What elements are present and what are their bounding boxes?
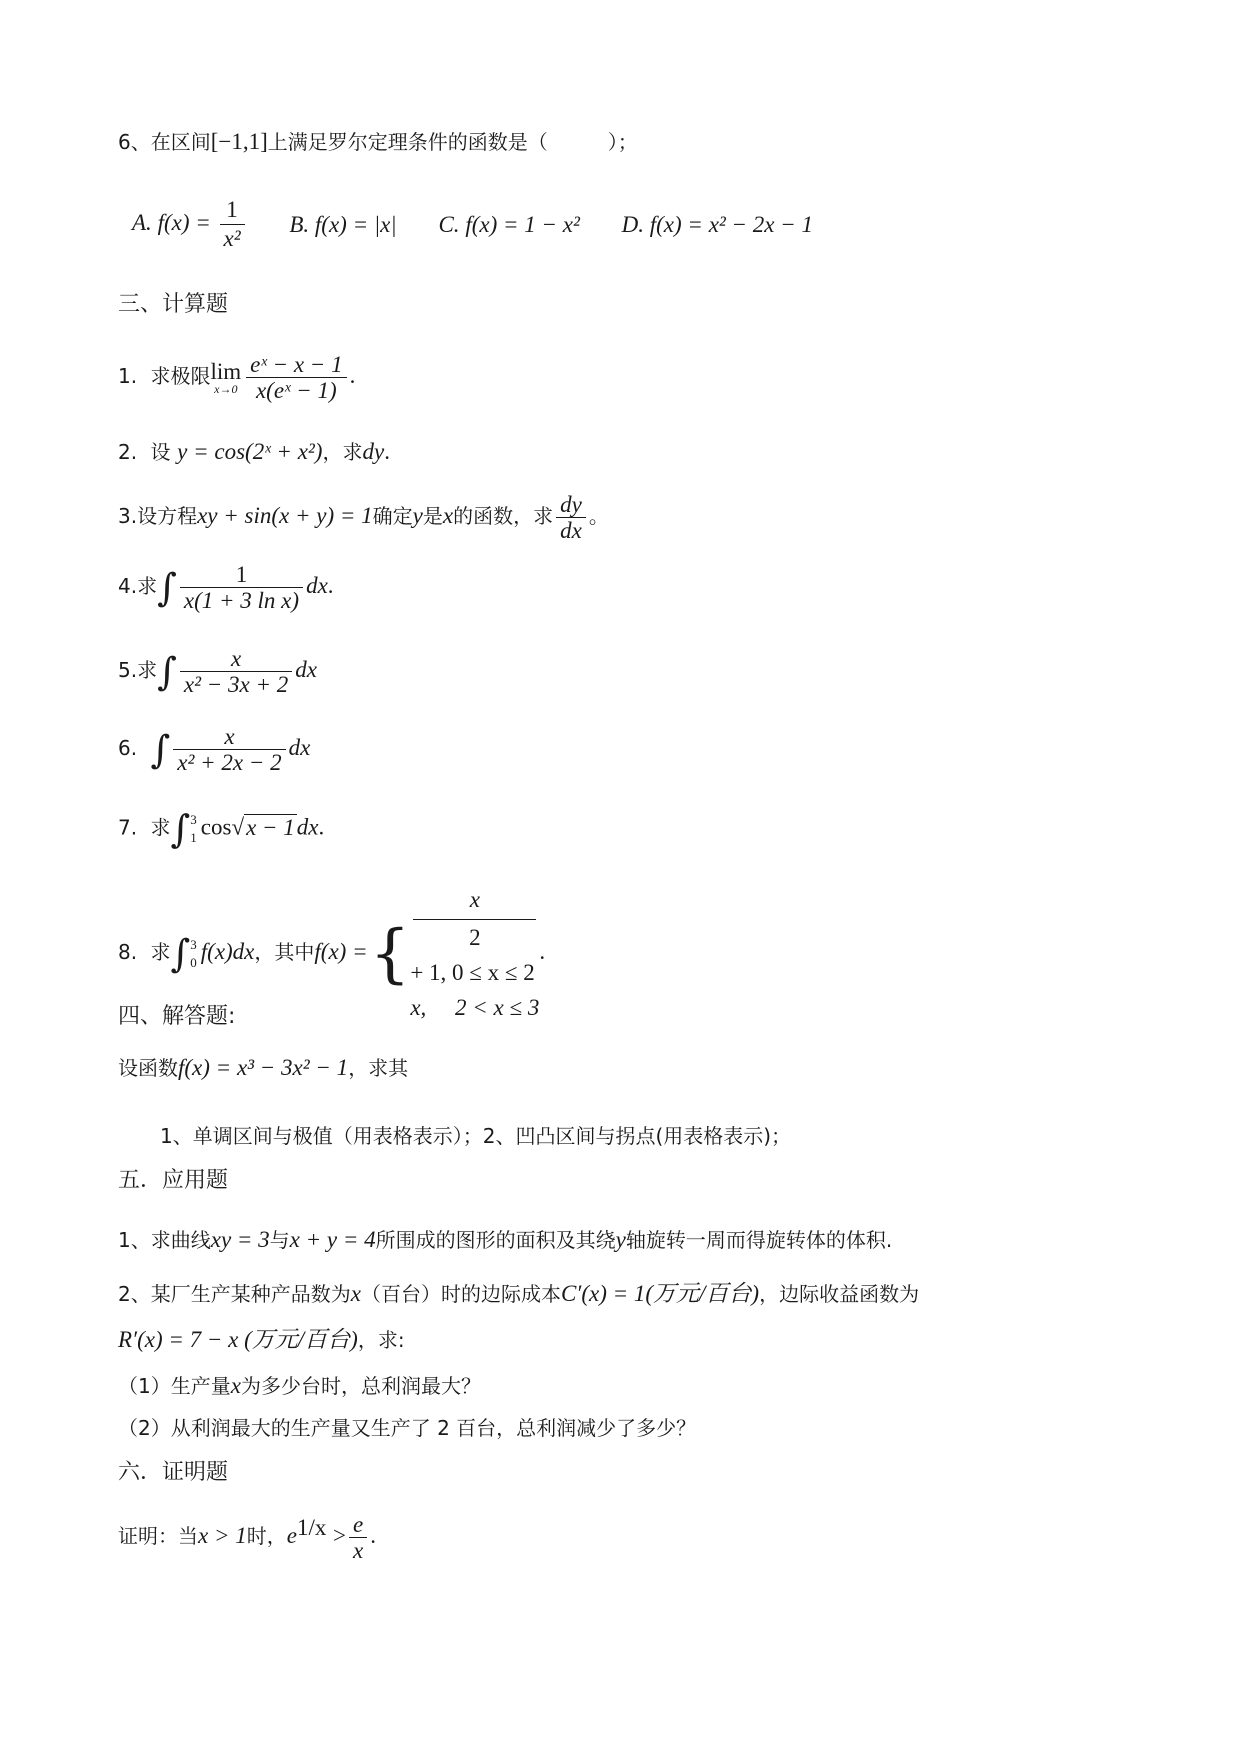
calc-3: 3.设方程xy + sin(x + y) = 1确定y是x的函数，求 $\frac{dy}{dx}$ 。 xyxy=(118,492,609,543)
application-2: 2、某厂生产某种产品数为x（百台）时的边际成本C′(x) = 1(万元/百台)，边际收益函数为 xyxy=(118,1281,920,1306)
proof: 证明：当x > 1时，$e^{1/x}$ > $\frac{e}{x}$ . xyxy=(118,1512,376,1563)
section-6-title: 六．证明题 xyxy=(118,1460,229,1485)
application-1: 1、求曲线xy = 3与x + y = 4所围成的图形的面积及其绕y轴旋转一周而得旋转体的体积. xyxy=(118,1227,893,1252)
application-2-q1: （1）生产量x为多少台时，总利润最大？ xyxy=(118,1373,481,1398)
section-5-title: 五．应用题 xyxy=(118,1168,229,1193)
option-b: B. f(x) = |x| xyxy=(289,211,397,237)
section-4-title: 四、解答题: xyxy=(118,1004,236,1029)
option-a: A. f(x) = $\frac{1}{\text{x²}}$ xyxy=(132,196,248,253)
q6-text: 6、在区间[−1,1]上满足罗尔定理条件的函数是（ ）； xyxy=(118,129,638,154)
calc-4: 4.求∫ $\frac{1}{\text{x(1 + 3 ln x)}}$ dx. xyxy=(118,562,334,613)
option-d: D. f(x) = x² − 2x − 1 xyxy=(621,211,814,237)
problem-4-items: 1、单调区间与极值（用表格表示）；2、凹凸区间与拐点(用表格表示)； xyxy=(160,1124,792,1148)
calc-7: 7. 求∫ 3 1 cos√x − 1dx. xyxy=(118,807,325,851)
calc-6: 6. ∫ $\frac{x}{\text{x² + 2x − 2}}$ dx xyxy=(118,724,311,775)
calc-8: 8. 求∫ 3 0 f(x)dx，其中f(x) ={ x 2 + 1, 0 ≤ x ≤ 2 x, 2 < x ≤ 3 . xyxy=(118,882,545,1025)
calc-2: 2. 设 y = cos(2ˣ + x²)，求dy. xyxy=(118,439,390,464)
section-3-title: 三、计算题 xyxy=(118,292,229,317)
problem-4: 设函数f(x) = x³ − 3x² − 1，求其 xyxy=(118,1055,409,1080)
application-2-q2: （2）从利润最大的生产量又生产了 2 百台，总利润减少了多少？ xyxy=(118,1416,697,1440)
option-c: C. f(x) = 1 − x² xyxy=(438,211,580,237)
q6-options xyxy=(132,196,932,253)
calc-5: 5.求∫ $\frac{x}{\text{x² − 3x + 2}}$ dx xyxy=(118,646,317,697)
calc-1: 1. 求极限lim x→0 $\frac{\text{eˣ − x − 1}}{\text{x(eˣ − 1)}}$ . xyxy=(118,352,356,403)
application-2-revenue: R′(x) = 7 − x (万元/百台)，求: xyxy=(118,1327,405,1352)
